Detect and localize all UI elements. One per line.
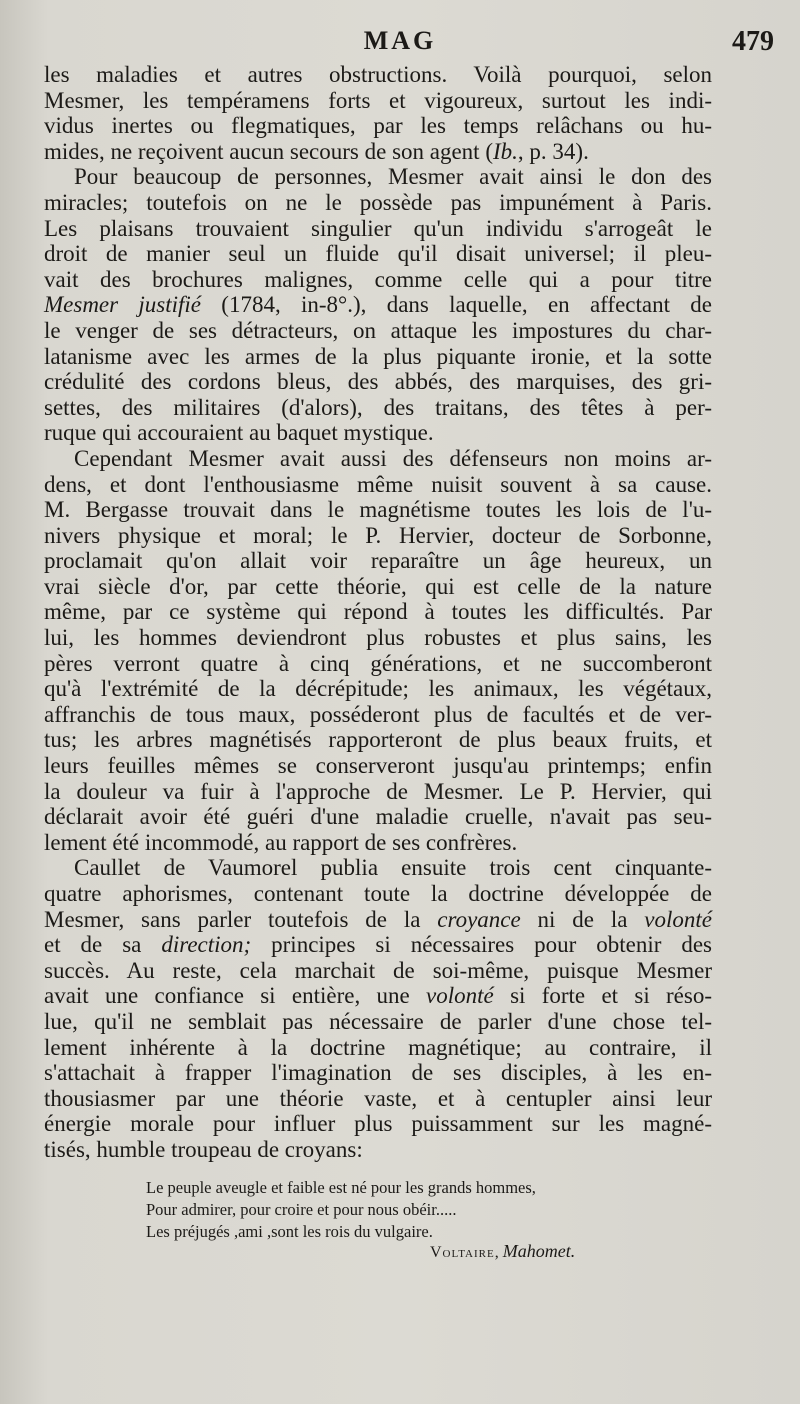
text-line: lui, les hommes deviendront plus robustes et plus sains, les bbox=[44, 625, 712, 651]
text-line: mides, ne reçoivent aucun secours de son agent (Ib., p. 34). bbox=[44, 138, 589, 164]
text-line: même, par ce système qui répond à toutes les difficultés. Par bbox=[44, 599, 712, 625]
text-line: affranchis de tous maux, posséderont plus de facultés et de ver- bbox=[44, 701, 712, 727]
body-text bbox=[44, 62, 712, 1163]
text-line: succès. Au reste, cela marchait de soi-même, puisque Mesmer bbox=[44, 957, 712, 983]
text-line: leurs feuilles mêmes se conserveront jusqu'au printemps; enfin bbox=[44, 753, 712, 779]
text-line: ruque qui accouraient au baquet mystique. bbox=[44, 420, 434, 446]
attribution-author: Voltaire bbox=[430, 1244, 495, 1261]
running-head-title: MAG bbox=[363, 26, 437, 55]
text-line: lement inhérente à la doctrine magnétique; au contraire, il bbox=[44, 1034, 712, 1060]
attribution-work: Mahomet. bbox=[502, 1241, 576, 1261]
text-line: tisés, humble troupeau de croyans: bbox=[44, 1136, 363, 1162]
page-number: 479 bbox=[732, 26, 774, 57]
text-line: Les plaisans trouvaient singulier qu'un individu s'arrogeât le bbox=[44, 215, 712, 241]
text-line: Pour beaucoup de personnes, Mesmer avait ainsi le don des bbox=[74, 164, 712, 190]
text-line: s'attachait à frapper l'imagination de ses disciples, à les en- bbox=[44, 1060, 712, 1086]
text-line: latanisme avec les armes de la plus piquante ironie, et la sotte bbox=[44, 343, 712, 369]
text-line: Mesmer, les tempéramens forts et vigoureux, surtout les indi- bbox=[44, 87, 712, 113]
text-line: avait une confiance si entière, une volonté si forte et si réso- bbox=[44, 983, 712, 1009]
text-line: lement été incommodé, au rapport de ses confrères. bbox=[44, 829, 518, 855]
text-line: M. Bergasse trouvait dans le magnétisme toutes les lois de l'u- bbox=[44, 497, 712, 523]
text-line: tus; les arbres magnétisés rapporteront de plus beaux fruits, et bbox=[44, 727, 712, 753]
running-head bbox=[0, 26, 800, 60]
text-line: crédulité des cordons bleus, des abbés, des marquises, des gri- bbox=[44, 369, 712, 395]
text-line: les maladies et autres obstructions. Voilà pourquoi, selon bbox=[44, 62, 712, 87]
text-line: quatre aphorismes, contenant toute la doctrine développée de bbox=[44, 881, 712, 906]
text-line: et de sa direction; principes si nécessaires pour obtenir des bbox=[44, 932, 712, 958]
quote-attribution: Voltaire, Mahomet. bbox=[430, 1241, 576, 1261]
text-line: Mesmer, sans parler toutefois de la croyance ni de la volonté bbox=[44, 906, 712, 932]
text-line: dens, et dont l'enthousiasme même nuisit souvent à sa cause. bbox=[44, 471, 712, 497]
verse-line: Pour admirer, pour croire et pour nous obéir..... bbox=[146, 1200, 457, 1219]
text-line: vidus inertes ou flegmatiques, par les temps relâchans ou hu- bbox=[44, 113, 712, 139]
text-line: miracles; toutefois on ne le possède pas impunément à Paris. bbox=[44, 189, 712, 215]
text-line: vrai siècle d'or, par cette théorie, qui est celle de la nature bbox=[44, 573, 712, 599]
text-line: qu'à l'extrémité de la décrépitude; les animaux, les végétaux, bbox=[44, 676, 712, 702]
text-line: droit de manier seul un fluide qu'il disait universel; il pleu- bbox=[44, 241, 712, 267]
text-line: pères verront quatre à cinq générations, et ne succomberont bbox=[44, 650, 712, 676]
text-line: lue, qu'il ne semblait pas nécessaire de parler d'une chose tel- bbox=[44, 1008, 712, 1034]
text-line: proclamait qu'on allait voir reparaître un âge heureux, un bbox=[44, 548, 712, 574]
text-line: énergie morale pour influer plus puissamment sur les magné- bbox=[44, 1111, 712, 1137]
text-line: la douleur va fuir à l'approche de Mesmer. Le P. Hervier, qui bbox=[44, 778, 712, 804]
verse-quote bbox=[146, 1177, 666, 1243]
text-line: le venger de ses détracteurs, on attaque les impostures du char- bbox=[44, 317, 712, 343]
verse-line: Les préjugés ,ami ,sont les rois du vulgaire. bbox=[146, 1222, 433, 1241]
verse-line: Le peuple aveugle et faible est né pour les grands hommes, bbox=[146, 1178, 536, 1197]
text-line: déclarait avoir été guéri d'une maladie cruelle, n'avait pas seu- bbox=[44, 804, 712, 830]
text-line: settes, des militaires (d'alors), des traitans, des têtes à per- bbox=[44, 394, 712, 420]
text-line: thousiasmer par une théorie vaste, et à centupler ainsi leur bbox=[44, 1085, 712, 1111]
text-line: nivers physique et moral; le P. Hervier, docteur de Sorbonne, bbox=[44, 522, 712, 548]
text-line: vait des brochures malignes, comme celle qui a pour titre bbox=[44, 266, 712, 292]
text-line: Mesmer justifié (1784, in-8°.), dans laquelle, en affectant de bbox=[44, 292, 712, 318]
text-line: Cependant Mesmer avait aussi des défenseurs non moins ar- bbox=[74, 445, 712, 471]
text-line: Caullet de Vaumorel publia ensuite trois cent cinquante- bbox=[74, 855, 712, 881]
